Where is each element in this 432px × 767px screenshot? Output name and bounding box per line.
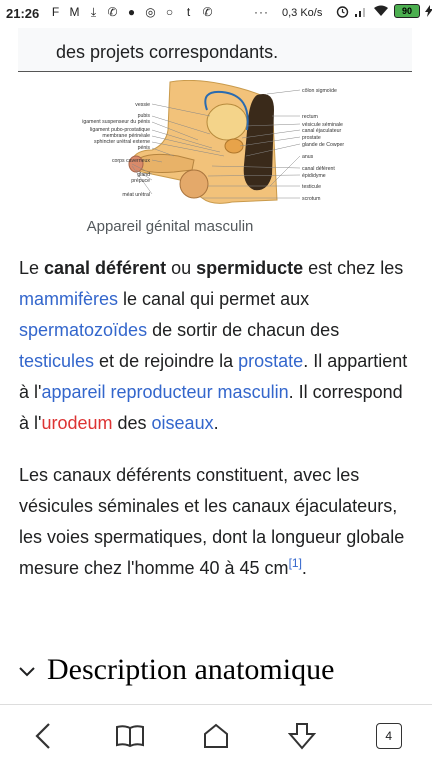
home-icon [202, 723, 230, 749]
article-content[interactable] [0, 28, 432, 704]
link-spermatozoides[interactable]: spermatozoïdes [19, 320, 148, 340]
home-button[interactable] [196, 716, 236, 756]
status-time: 21:26 [6, 6, 40, 21]
anatomy-diagram [82, 80, 352, 210]
link-prostate[interactable]: prostate [238, 351, 304, 371]
info-box-text: des projets correspondants. [56, 42, 279, 62]
label-penis: pénis [137, 145, 150, 151]
label-epididyme: épididyme [302, 173, 326, 179]
tabs-button[interactable] [369, 716, 409, 756]
bookmarks-button[interactable] [110, 716, 150, 756]
link-oiseaux[interactable]: oiseaux [151, 413, 214, 433]
reference-link-1[interactable]: [1] [288, 556, 302, 570]
label-ligament-suspenseur: ligament suspenseur du pénis [82, 119, 150, 125]
label-prostate: prostate [302, 135, 321, 141]
label-corps-caverneux: corps caverneux [111, 158, 150, 164]
notification-icon: M [69, 5, 80, 19]
wifi-icon [373, 5, 389, 17]
network-speed: 0,3 Ko/s [282, 7, 323, 19]
link-mammiferes[interactable]: mammifères [19, 289, 119, 309]
label-anus: anus [302, 154, 314, 160]
label-cowper: glande de Cowper [302, 142, 345, 148]
link-appareil-reproducteur[interactable]: appareil reproducteur masculin [41, 382, 289, 402]
label-testicule: testicule [302, 184, 322, 190]
viber-icon: ✆ [202, 5, 213, 19]
label-meat: méat urétral [122, 192, 150, 198]
label-scrotum: scrotum [302, 196, 321, 202]
download-arrow-icon [288, 722, 316, 750]
tumblr-icon: t [186, 5, 191, 19]
messenger-icon: ○ [165, 5, 174, 19]
chevron-down-icon[interactable] [19, 660, 47, 683]
back-icon [33, 722, 53, 750]
book-icon [115, 724, 145, 748]
label-pubis: pubis [137, 113, 150, 119]
section-title: Description anatomique [47, 653, 335, 686]
label-membrane: membrane périnéale [102, 133, 150, 139]
battery-icon: 90 [394, 4, 420, 18]
system-icons [336, 4, 432, 18]
article-paragraph-2: Les canaux déférents constituent, avec les vésicules séminales et les canaux éjaculateurs, les voies spermatiques, dont la longueur globale mesure chez l'homme 40 à 45 cm[1]. [19, 465, 405, 578]
browser-toolbar [0, 704, 432, 767]
label-vessie: vessie [135, 102, 150, 108]
term-canal-deferent: canal déférent [44, 258, 167, 278]
instagram-icon: ◎ [145, 5, 156, 19]
info-box [18, 28, 412, 72]
charging-icon [425, 5, 432, 17]
label-ligament-pubo: ligament pubo-prostatique [90, 127, 150, 133]
more-notifications-icon: ··· [254, 5, 269, 19]
label-colon: côlon sigmoïde [302, 88, 337, 94]
label-vesicule: vésicule séminale [302, 122, 343, 128]
label-rectum: rectum [302, 114, 318, 120]
section-header-description[interactable] [19, 652, 419, 704]
notification-icons [48, 5, 215, 20]
notification-icon: ● [127, 5, 136, 19]
label-canal-ejaculateur: canal éjaculateur [302, 128, 342, 134]
label-gland: gland [137, 172, 150, 178]
downloads-button[interactable] [282, 716, 322, 756]
label-sphincter: sphincter urétral externe [94, 139, 150, 145]
notification-icon: F [51, 5, 60, 19]
label-prepuce: prépuce [131, 178, 150, 184]
link-testicules[interactable]: testicules [19, 351, 95, 371]
alarm-icon [336, 5, 349, 18]
download-icon: ⤓ [90, 5, 97, 19]
figure-caption: Appareil génital masculin [86, 218, 254, 235]
tabs-count: 4 [376, 723, 402, 749]
term-spermiducte: spermiducte [196, 258, 304, 278]
label-canal-deferent: canal déférent [302, 166, 335, 172]
whatsapp-icon: ✆ [107, 5, 118, 19]
back-button[interactable] [23, 716, 63, 756]
link-urodeum[interactable]: urodeum [41, 413, 113, 433]
signal-icon [354, 5, 368, 17]
anatomy-figure[interactable] [82, 80, 352, 210]
status-bar [0, 0, 432, 28]
article-paragraph-1: Le canal déférent ou spermiducte est chez les mammifères le canal qui permet aux spermatozoïdes de sortir de chacun des testicules et de rejoindre la prostate. Il appartient à l'appareil reproducteur masculin. Il correspond à l'urodeum des oiseaux. [19, 258, 408, 433]
